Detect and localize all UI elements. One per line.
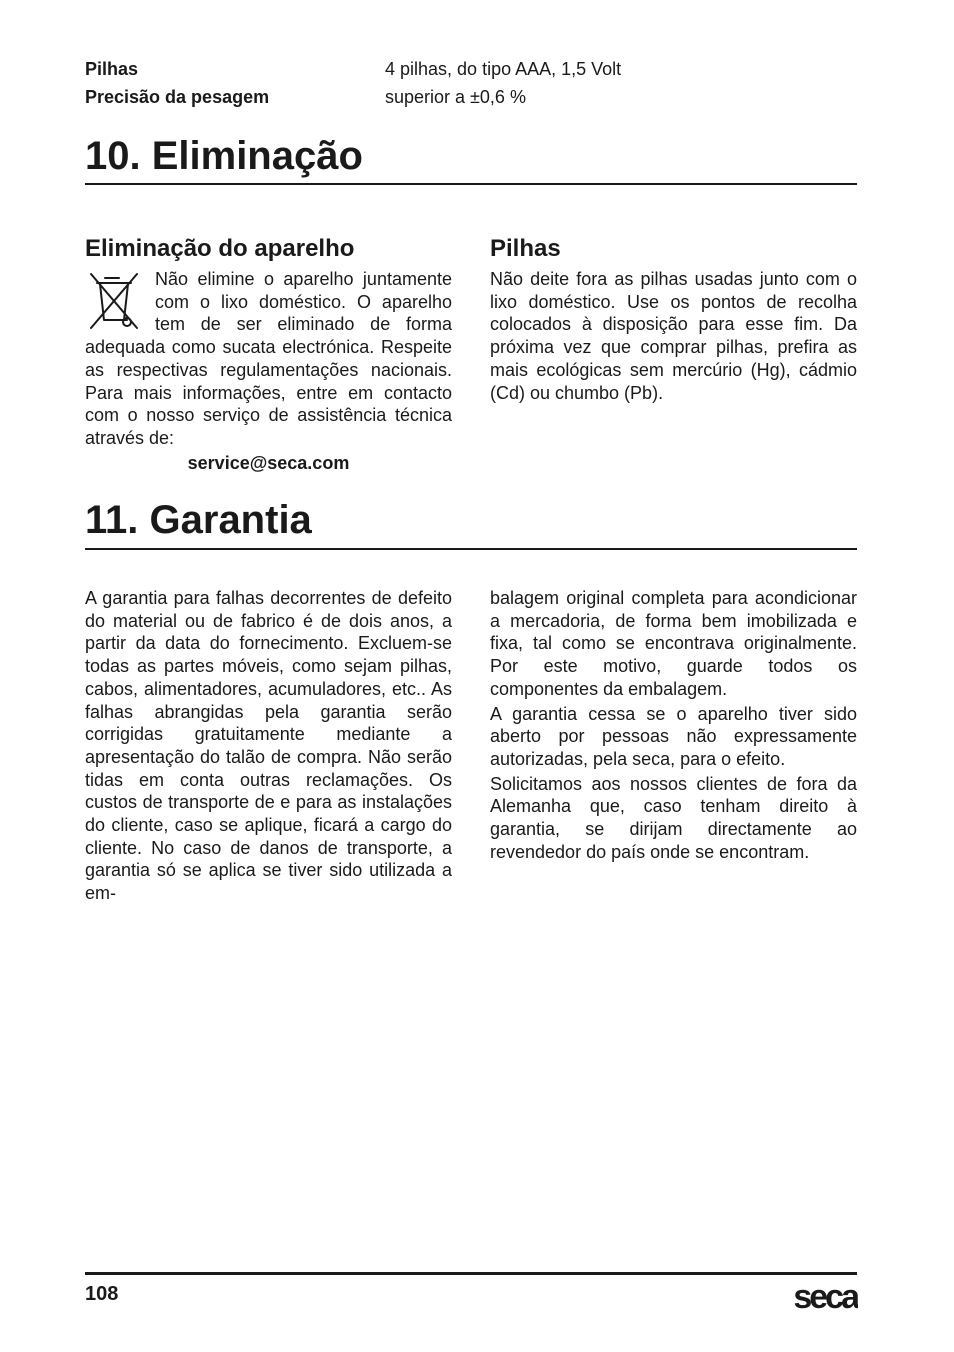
device-disposal-paragraph: Não elimine o aparelho juntamente com o lixo doméstico. O aparelho tem de ser eliminado de forma adequada como sucata electrónica. Respeite as respectivas regulamentações nacionais. Para mais informações, entre em contacto com o nosso serviço de assistência técnica através de: (85, 269, 452, 448)
service-email-link[interactable]: service@seca.com (187, 452, 350, 473)
seca-logo-text: seca (793, 1278, 857, 1316)
device-disposal-text (85, 268, 452, 474)
warranty-paragraph: A garantia cessa se o aparelho tiver sido aberto por pessoas não expressamente autorizadas, pela seca, para o efeito. (490, 703, 857, 769)
section-11-title: 11. Garantia (85, 498, 312, 542)
batteries-disposal-text (490, 268, 857, 404)
page-number: 108 (85, 1283, 119, 1305)
spec-value: superior a ±0,6 % (385, 87, 526, 107)
section-10-title: 10. Eliminação (85, 134, 363, 178)
crossed-out-wheelie-bin-icon (85, 270, 143, 332)
warranty-paragraph: Solicitamos aos nossos clientes de fora da Alemanha que, caso tenham direito à garantia, se dirijam directamente ao revendedor do país onde se encontram. (490, 773, 857, 862)
warranty-paragraph: A garantia para falhas decorrentes de defeito do material ou de fabrico é de dois anos, a partir da data do fornecimento. Excluem-se todas as partes móveis, como sejam pilhas, cabos, alimentadores, acumuladores, etc.. As falhas abrangidas pela garantia serão corrigidas gratuitamente mediante a apresentação do talão de compra. Não serão tidas em conta outras reclamações. Os custos de transporte de e para as instalações do cliente, caso se aplique, ficará a cargo do cliente. No caso de danos de transporte, a garantia só se aplica se tiver sido utilizada a em- (85, 588, 452, 904)
batteries-disposal-paragraph: Não deite fora as pilhas usadas junto com o lixo doméstico. Use os pontos de recolha colocados à disposição para esse fim. Da próxima vez que comprar pilhas, prefira as mais ecológicas sem mercúrio (Hg), cádmio (Cd) ou chumbo (Pb). (490, 269, 857, 403)
section-11-rule (85, 548, 857, 550)
section-10-rule (85, 183, 857, 185)
spec-label: Pilhas (85, 59, 139, 79)
footer-rule (85, 1272, 857, 1275)
warranty-paragraph: balagem original completa para acondicionar a mercadoria, de forma bem imobilizada e fixa, tal como se encontrava originalmente. Por este motivo, guarde todos os componentes da embalagem. (490, 588, 857, 699)
seca-logo (778, 1276, 858, 1316)
spec-value: 4 pilhas, do tipo AAA, 1,5 Volt (385, 59, 622, 79)
device-disposal-heading: Eliminação do aparelho (85, 235, 355, 262)
batteries-disposal-heading: Pilhas (490, 235, 561, 262)
warranty-left-column (85, 587, 452, 905)
warranty-right-column (490, 587, 857, 863)
spec-label: Precisão da pesagem (85, 87, 270, 107)
